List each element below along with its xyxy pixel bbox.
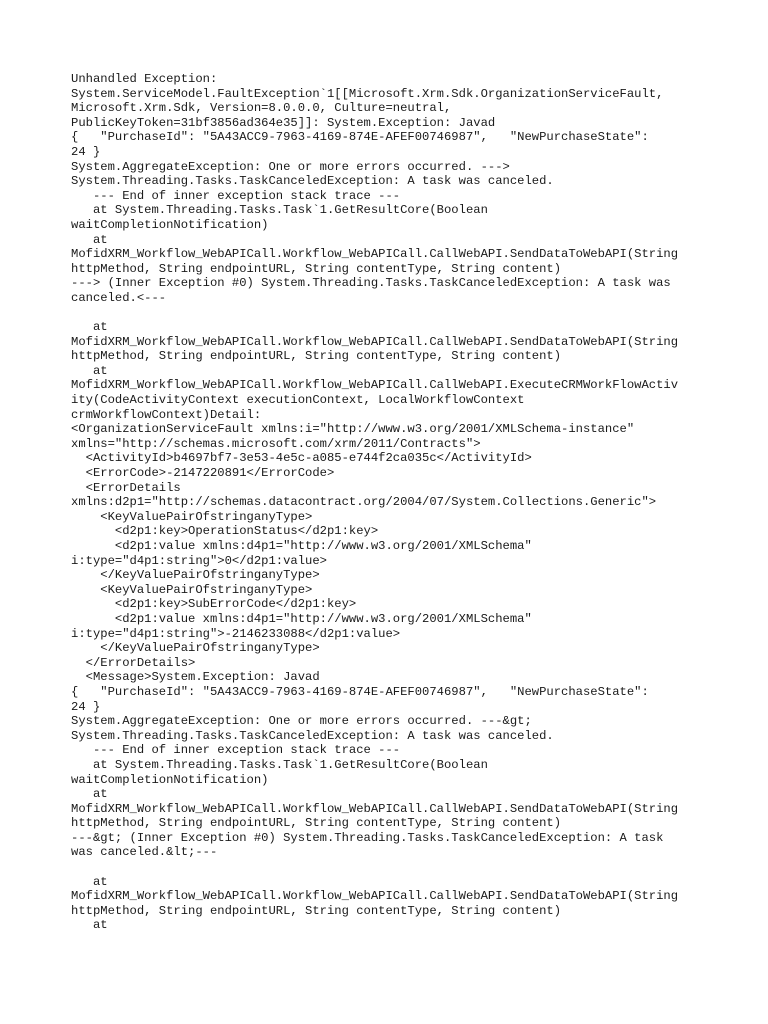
log-line: <d2p1:value xmlns:d4p1="http://www.w3.org/2001/XMLSchema": [71, 539, 532, 553]
log-line: at System.Threading.Tasks.Task`1.GetResultCore(Boolean: [71, 203, 488, 218]
log-line: <d2p1:key>SubErrorCode</d2p1:key>: [71, 597, 357, 612]
log-line: canceled.<---: [71, 290, 167, 305]
log-line: ---&gt; (Inner Exception #0) System.Threading.Tasks.TaskCanceledException: A task: [71, 830, 664, 845]
log-line: System.Threading.Tasks.TaskCanceledException: A task was canceled.: [71, 174, 554, 189]
exception-log-text: [71, 72, 711, 933]
log-line: waitCompletionNotification): [71, 772, 269, 787]
log-line: System.AggregateException: One or more errors occurred. --->: [71, 159, 510, 174]
log-line: ity(CodeActivityContext executionContext, LocalWorkflowContext: [71, 393, 525, 408]
log-line: at: [71, 787, 108, 802]
log-line: Unhandled Exception:: [71, 72, 218, 86]
log-line: ---> (Inner Exception #0) System.Threading.Tasks.TaskCanceledException: A task was: [71, 276, 671, 291]
log-line: i:type="d4p1:string">0</d2p1:value>: [71, 553, 327, 568]
log-line: MofidXRM_Workflow_WebAPICall.Workflow_WebAPICall.CallWebAPI.SendDataToWebAPI(String: [71, 334, 679, 349]
log-line: xmlns="http://schemas.microsoft.com/xrm/2011/Contracts">: [71, 436, 481, 451]
log-line: i:type="d4p1:string">-2146233088</d2p1:value>: [71, 626, 401, 641]
document-page: [71, 72, 711, 933]
log-line: [71, 860, 711, 875]
log-line: 24 }: [71, 699, 101, 714]
log-line: crmWorkflowContext)Detail:: [71, 407, 262, 422]
log-line: { "PurchaseId": "5A43ACC9-7963-4169-874E-AFEF00746987", "NewPurchaseState":: [71, 130, 649, 145]
log-line: <ActivityId>b4697bf7-3e53-4e5c-a085-e744f2ca035c</ActivityId>: [71, 451, 532, 466]
log-line: xmlns:d2p1="http://schemas.datacontract.org/2004/07/System.Collections.Generic">: [71, 495, 657, 510]
log-line: httpMethod, String endpointURL, String contentType, String content): [71, 903, 562, 918]
log-line: waitCompletionNotification): [71, 217, 269, 232]
log-line: System.AggregateException: One or more errors occurred. ---&gt;: [71, 714, 532, 729]
log-line: <KeyValuePairOfstringanyType>: [71, 582, 313, 597]
log-line: at System.Threading.Tasks.Task`1.GetResultCore(Boolean: [71, 757, 488, 772]
log-line: </KeyValuePairOfstringanyType>: [71, 641, 320, 656]
log-line: httpMethod, String endpointURL, String contentType, String content): [71, 261, 562, 276]
log-line: <d2p1:value xmlns:d4p1="http://www.w3.org/2001/XMLSchema": [71, 611, 532, 626]
log-line: --- End of inner exception stack trace ---: [71, 743, 401, 758]
log-line: at: [71, 918, 108, 933]
log-line: System.ServiceModel.FaultException`1[[Microsoft.Xrm.Sdk.OrganizationServiceFault,: [71, 86, 664, 101]
log-line: <Message>System.Exception: Javad: [71, 670, 320, 685]
log-line: </KeyValuePairOfstringanyType>: [71, 568, 320, 583]
log-line: [71, 306, 711, 321]
log-line: PublicKeyToken=31bf3856ad364e35]]: System.Exception: Javad: [71, 115, 496, 130]
log-line: MofidXRM_Workflow_WebAPICall.Workflow_WebAPICall.CallWebAPI.ExecuteCRMWorkFlowActiv: [71, 378, 679, 393]
log-line: at: [71, 874, 108, 889]
log-line: at: [71, 363, 108, 378]
log-line: System.Threading.Tasks.TaskCanceledException: A task was canceled.: [71, 728, 554, 743]
log-line: was canceled.&lt;---: [71, 845, 218, 860]
log-line: httpMethod, String endpointURL, String contentType, String content): [71, 816, 562, 831]
log-line: at: [71, 232, 108, 247]
log-line: MofidXRM_Workflow_WebAPICall.Workflow_WebAPICall.CallWebAPI.SendDataToWebAPI(String: [71, 889, 679, 904]
log-line: MofidXRM_Workflow_WebAPICall.Workflow_WebAPICall.CallWebAPI.SendDataToWebAPI(String: [71, 247, 679, 262]
log-line: <KeyValuePairOfstringanyType>: [71, 509, 313, 524]
log-line: MofidXRM_Workflow_WebAPICall.Workflow_WebAPICall.CallWebAPI.SendDataToWebAPI(String: [71, 801, 679, 816]
log-line: </ErrorDetails>: [71, 655, 196, 670]
log-line: <ErrorCode>-2147220891</ErrorCode>: [71, 466, 335, 481]
log-line: <d2p1:key>OperationStatus</d2p1:key>: [71, 524, 379, 539]
log-line: at: [71, 320, 108, 335]
log-line: <ErrorDetails: [71, 480, 181, 495]
log-line: --- End of inner exception stack trace ---: [71, 188, 401, 203]
log-line: 24 }: [71, 144, 101, 159]
log-line: { "PurchaseId": "5A43ACC9-7963-4169-874E-AFEF00746987", "NewPurchaseState":: [71, 684, 649, 699]
log-line: httpMethod, String endpointURL, String contentType, String content): [71, 349, 562, 364]
log-line: Microsoft.Xrm.Sdk, Version=8.0.0.0, Culture=neutral,: [71, 101, 452, 116]
log-line: <OrganizationServiceFault xmlns:i="http://www.w3.org/2001/XMLSchema-instance": [71, 422, 635, 437]
